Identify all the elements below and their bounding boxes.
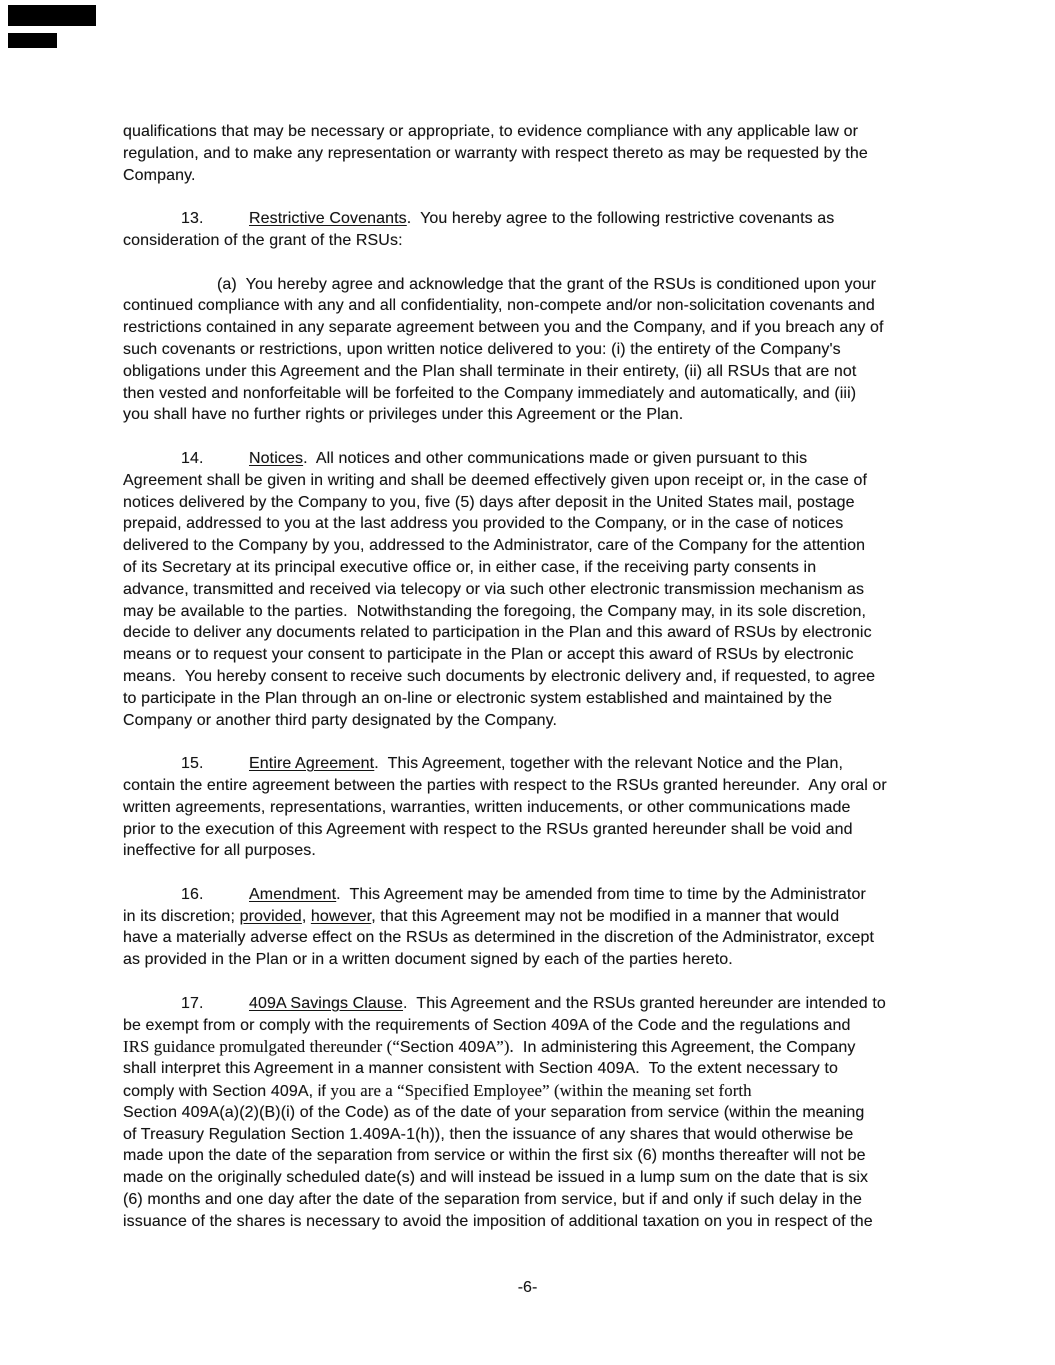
text-line bbox=[123, 295, 938, 317]
underlined-heading: however bbox=[310, 907, 372, 925]
paragraph-continuation bbox=[123, 121, 938, 186]
text-segment: Company. bbox=[123, 166, 196, 184]
text-line bbox=[123, 383, 938, 405]
text-segment: (6) months and one day after the date of the separation from service, but if and only if such delay in the bbox=[123, 1191, 863, 1209]
serif-text-segment: you are a “Specified Employee” (within the meaning set forth bbox=[330, 1081, 752, 1101]
serif-text-segment: IRS guidance promulgated thereunder (“ bbox=[123, 1037, 400, 1057]
text-line bbox=[123, 448, 938, 470]
text-segment: continued compliance with any and all confidentiality, non-compete and/or non-solicitation covenants and bbox=[123, 297, 875, 315]
text-segment: be exempt from or comply with the requirements of Section 409A of the Code and the regulations and bbox=[123, 1016, 851, 1034]
text-line bbox=[123, 622, 938, 644]
text-line bbox=[123, 884, 938, 906]
text-segment: qualifications that may be necessary or appropriate, to evidence compliance with any applicable law or bbox=[123, 123, 859, 140]
text-segment: prepaid, addressed to you at the last address you provided to the Company, or in the case of notices bbox=[123, 515, 844, 533]
text-segment: comply with Section 409A, if bbox=[123, 1083, 331, 1101]
text-segment: contain the entire agreement between the parties with respect to the RSUs granted hereunder. Any oral or bbox=[123, 776, 887, 794]
text-segment: delivered to the Company by you, addressed to the Administrator, care of the Company for the attention bbox=[123, 537, 866, 555]
text-line bbox=[123, 840, 938, 862]
text-line bbox=[123, 1015, 938, 1037]
text-segment: means or to request your consent to participate in the Plan or accept this award of RSUs by electronic bbox=[123, 646, 854, 664]
text-line bbox=[123, 927, 938, 949]
text-line bbox=[123, 906, 938, 928]
text-segment: regulation, and to make any representation or warranty with respect thereto as may be requested by the bbox=[123, 144, 868, 162]
text-line bbox=[123, 230, 938, 252]
text-segment: of Treasury Regulation Section 1.409A-1(h)), then the issuance of any shares that would otherwise be bbox=[123, 1125, 854, 1143]
text-line bbox=[123, 1080, 938, 1102]
text-line bbox=[123, 1167, 938, 1189]
text-segment: may be available to the parties. Notwithstanding the foregoing, the Company may, in its sole discretion, bbox=[123, 602, 867, 620]
text-segment: consideration of the grant of the RSUs: bbox=[123, 231, 403, 249]
text-line bbox=[123, 688, 938, 710]
text-line bbox=[123, 666, 938, 688]
scan-artifact-bar-top bbox=[8, 5, 96, 26]
text-segment: prior to the execution of this Agreement with respect to the RSUs granted hereunder shall be void and bbox=[123, 820, 853, 838]
underlined-heading: 409A Savings Clause bbox=[249, 994, 404, 1012]
text-line bbox=[123, 361, 938, 383]
text-line bbox=[123, 513, 938, 535]
text-segment: In administering this Agreement, the Company bbox=[513, 1039, 856, 1057]
text-segment: . You hereby agree to the following restrictive covenants as bbox=[406, 210, 835, 228]
section-number: 16. bbox=[181, 885, 204, 903]
underlined-heading: Entire Agreement bbox=[249, 755, 375, 773]
text-line bbox=[123, 644, 938, 666]
text-segment: have a materially adverse effect on the RSUs as determined in the discretion of the Administrator, except bbox=[123, 929, 875, 947]
text-line bbox=[123, 797, 938, 819]
text-segment: made upon the date of the separation from service or within the first six (6) months thereafter will not be bbox=[123, 1147, 866, 1165]
text-line bbox=[123, 819, 938, 841]
text-segment: issuance of the shares is necessary to avoid the imposition of additional taxation on you in respect of the bbox=[123, 1212, 873, 1230]
underlined-heading: Notices bbox=[249, 449, 304, 467]
section-15-entire-agreement bbox=[123, 753, 938, 862]
text-segment: . All notices and other communications made or given pursuant to this bbox=[303, 449, 808, 467]
text-segment: . This Agreement and the RSUs granted hereunder are intended to bbox=[403, 994, 886, 1012]
text-line bbox=[123, 1124, 938, 1146]
text-line bbox=[123, 1145, 938, 1167]
text-segment: shall interpret this Agreement in a manner consistent with Section 409A. To the extent necessary to bbox=[123, 1060, 838, 1078]
text-line bbox=[123, 143, 938, 165]
scan-artifact-bar-bottom bbox=[8, 33, 57, 48]
text-line bbox=[123, 1189, 938, 1211]
text-segment: to participate in the Plan through an on-line or electronic system established and maintained by the bbox=[123, 689, 833, 707]
text-line bbox=[123, 404, 938, 426]
text-segment: , that this Agreement may not be modified in a manner that would bbox=[371, 907, 840, 925]
text-segment: (a) You hereby agree and acknowledge that the grant of the RSUs is conditioned upon your bbox=[217, 275, 877, 293]
text-segment: Agreement shall be given in writing and shall be deemed effectively given upon receipt or, in the case of bbox=[123, 471, 867, 489]
text-line bbox=[123, 775, 938, 797]
text-line bbox=[123, 317, 938, 339]
text-segment: in its discretion; bbox=[123, 907, 240, 925]
text-line bbox=[123, 492, 938, 514]
document-content bbox=[123, 121, 938, 1254]
text-line bbox=[123, 601, 938, 623]
text-line bbox=[123, 1058, 938, 1080]
underlined-heading: Restrictive Covenants bbox=[249, 210, 407, 228]
text-line bbox=[123, 535, 938, 557]
text-segment: decide to deliver any documents related to participation in the Plan and this award of RSUs by electronic bbox=[123, 624, 872, 642]
text-segment: notices delivered by the Company to you, five (5) days after deposit in the United States mail, postage bbox=[123, 493, 855, 511]
section-number: 17. bbox=[181, 994, 204, 1012]
text-line bbox=[123, 949, 938, 971]
text-line bbox=[123, 993, 938, 1015]
text-line bbox=[123, 208, 938, 230]
text-segment: written agreements, representations, warranties, written inducements, or other communications made bbox=[123, 798, 851, 816]
text-segment: ineffective for all purposes. bbox=[123, 842, 316, 860]
text-line bbox=[123, 274, 938, 296]
text-segment: Section 409A(a)(2)(B)(i) of the Code) as of the date of your separation from service (within the meaning bbox=[123, 1103, 865, 1121]
text-segment: such covenants or restrictions, upon written notice delivered to you: (i) the entirety of the Company's bbox=[123, 340, 841, 358]
text-segment: as provided in the Plan or in a written document signed by each of the parties hereto. bbox=[123, 951, 733, 969]
section-number: 15. bbox=[181, 755, 204, 773]
text-line bbox=[123, 1036, 938, 1058]
text-segment: of its Secretary at its principal executive office or, in either case, if the receiving party consents in bbox=[123, 558, 817, 576]
section-17-409a-savings-clause bbox=[123, 993, 938, 1233]
text-segment: then vested and nonforfeitable will be forfeited to the Company immediately and automatically, and (iii) bbox=[123, 384, 857, 402]
text-line bbox=[123, 1102, 938, 1124]
text-line bbox=[123, 470, 938, 492]
text-line bbox=[123, 753, 938, 775]
text-segment: . This Agreement, together with the relevant Notice and the Plan, bbox=[374, 755, 844, 773]
underlined-heading: provided bbox=[239, 907, 302, 925]
subsection-a bbox=[123, 274, 938, 427]
underlined-heading: Amendment bbox=[249, 885, 337, 903]
text-line bbox=[123, 339, 938, 361]
text-line bbox=[123, 710, 938, 732]
text-line bbox=[123, 579, 938, 601]
text-segment: . This Agreement may be amended from time to time by the Administrator bbox=[336, 885, 866, 903]
text-segment: obligations under this Agreement and the Plan shall terminate in their entirety, (ii) all RSUs that are not bbox=[123, 362, 857, 380]
serif-text-segment: ”). bbox=[496, 1037, 514, 1057]
text-segment: advance, transmitted and received via telecopy or via such other electronic transmission mechanism as bbox=[123, 580, 865, 598]
text-segment: made on the originally scheduled date(s) and will instead be issued in a lump sum on the date that is six bbox=[123, 1169, 869, 1187]
section-13-restrictive-covenants bbox=[123, 208, 938, 252]
text-segment: Section 409A bbox=[399, 1039, 497, 1057]
text-segment: , bbox=[301, 907, 311, 925]
section-number: 13. bbox=[181, 210, 204, 228]
text-line bbox=[123, 165, 938, 187]
page-number: -6- bbox=[517, 1279, 538, 1296]
section-number: 14. bbox=[181, 449, 204, 467]
text-segment: means. You hereby consent to receive such documents by electronic delivery and, if requested, to agree bbox=[123, 667, 876, 685]
text-segment: Company or another third party designated by the Company. bbox=[123, 711, 558, 729]
section-14-notices bbox=[123, 448, 938, 731]
text-segment: you shall have no further rights or privileges under this Agreement or the Plan. bbox=[123, 406, 684, 424]
section-16-amendment bbox=[123, 884, 938, 971]
text-line bbox=[123, 1211, 938, 1233]
text-line bbox=[123, 121, 938, 143]
text-segment: restrictions contained in any separate agreement between you and the Company, and if you breach any of bbox=[123, 319, 884, 337]
text-line bbox=[123, 557, 938, 579]
